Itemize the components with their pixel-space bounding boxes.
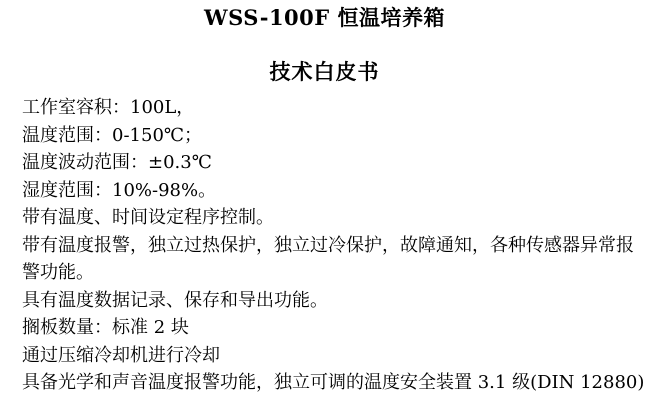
spec-line-compressor-cooling: 通过压缩冷却机进行冷却 — [22, 344, 220, 366]
spec-line-shelf-count: 搁板数量：标准 2 块 — [22, 317, 189, 338]
doc-subtitle: 技术白皮书 — [269, 59, 380, 84]
page-title: WSS-100F 恒温培养箱 — [204, 5, 445, 30]
spec-line-humidity-range: 湿度范围：10%-98%。 — [22, 179, 217, 201]
spec-line-program-control: 带有温度、时间设定程序控制。 — [22, 207, 274, 228]
spec-line-alarm-protection: 带有温度报警，独立过热保护，独立过冷保护，故障通知，各种传感器异常报警功能。 — [22, 234, 634, 283]
spec-line-temp-fluctuation: 温度波动范围：±0.3℃ — [22, 152, 212, 173]
spec-list — [0, 94, 649, 397]
spec-line-chamber-volume: 工作室容积：100L， — [22, 97, 195, 118]
spec-line-safety-device: 具备光学和声音温度报警功能，独立可调的温度安全装置 3.1 级(DIN 12880) — [22, 372, 645, 393]
spec-line-temp-range: 温度范围：0-150℃； — [22, 124, 203, 146]
spec-line-data-logging: 具有温度数据记录、保存和导出功能。 — [22, 289, 328, 311]
